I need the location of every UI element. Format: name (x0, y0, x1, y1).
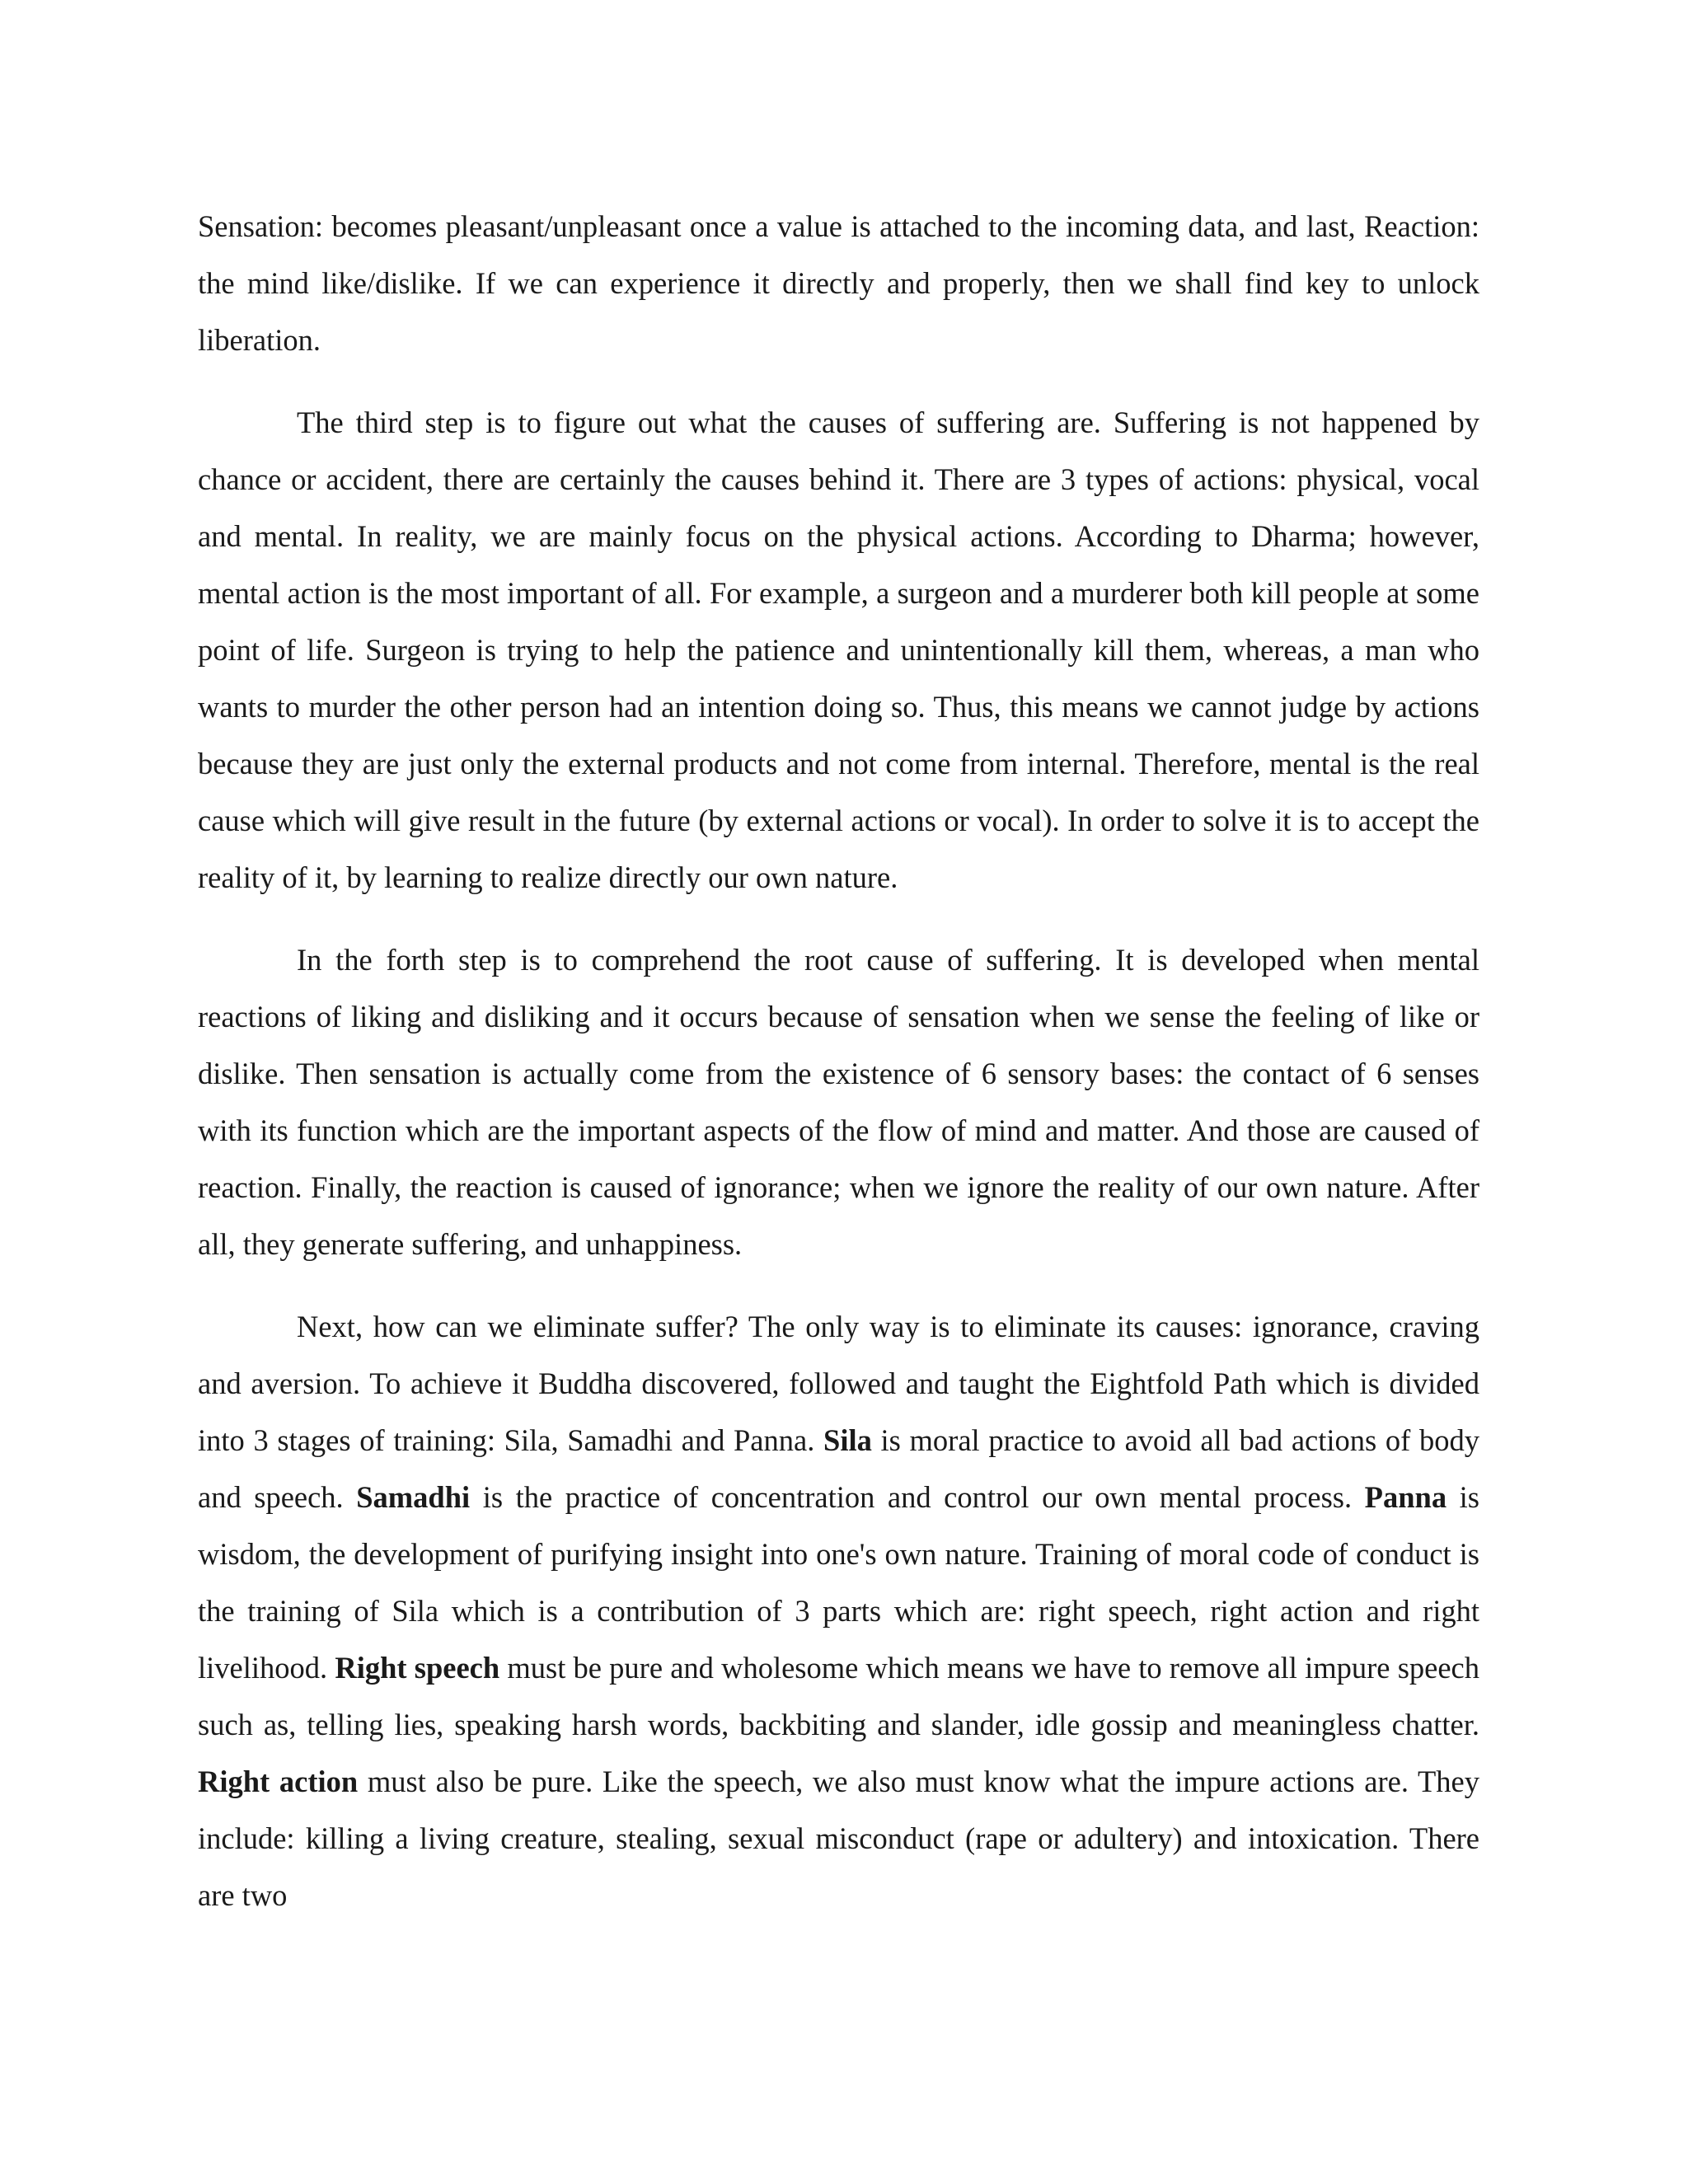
text-run: is moral practice to avoid all bad actions of body and speech. (198, 1423, 1479, 1514)
text-run: is the practice of concentration and control our own mental process. (470, 1480, 1365, 1514)
term-right-speech: Right speech (335, 1651, 500, 1685)
document-page (198, 198, 1479, 1949)
text-run: must also be pure. Like the speech, we also must know what the impure actions are. They include: killing a living creature, stealing, sexual misconduct (rape or adultery) and intoxication. There are two (198, 1765, 1480, 1912)
paragraph-sensation-reaction (198, 198, 1479, 368)
text-run: Sensation: becomes pleasant/unpleasant once a value is attached to the incoming data, and last, Reaction: the mind like/dislike. If we can experience it directly and properly, then we shall find key to unlock liberation. (198, 209, 1479, 357)
paragraph-eightfold-path (198, 1298, 1479, 1924)
paragraph-forth-step (198, 931, 1479, 1272)
term-right-action: Right action (198, 1765, 359, 1798)
term-panna: Panna (1364, 1480, 1447, 1514)
text-run: The third step is to figure out what the causes of suffering are. Suffering is not happened by chance or accident, there are certainly the causes behind it. There are 3 types of actions: physical, vocal and mental. In reality, we are mainly focus on the physical actions. According to Dharma; however, mental action is the most important of all. For example, a surgeon and a murderer both kill people at some point of life. Surgeon is trying to help the patience and unintentionally kill them, whereas, a man who wants to murder the other person had an intention doing so. Thus, this means we cannot judge by actions because they are just only the external products and not come from internal. Therefore, mental is the real cause which will give result in the future (by external actions or vocal). In order to solve it is to accept the reality of it, by learning to realize directly our own nature. (198, 405, 1479, 894)
text-run: is wisdom, the development of purifying insight into one's own nature. Training of moral code of conduct is the training of Sila which is a contribution of 3 parts which are: right speech, right action and right livelihood. (198, 1480, 1479, 1685)
text-run: must be pure and wholesome which means we have to remove all impure speech such as, telling lies, speaking harsh words, backbiting and slander, idle gossip and meaningless chatter. (198, 1651, 1480, 1741)
text-run: Next, how can we eliminate suffer? The only way is to eliminate its causes: ignorance, craving and aversion. To achieve it Buddha discovered, followed and taught the Eightfold Path which is divided into 3 stages of training: Sila, Samadhi and Panna. (198, 1310, 1479, 1457)
text-run: In the forth step is to comprehend the root cause of suffering. It is developed when mental reactions of liking and disliking and it occurs because of sensation when we sense the feeling of like or dislike. Then sensation is actually come from the existence of 6 sensory bases: the contact of 6 senses with its function which are the important aspects of the flow of mind and matter. And those are caused of reaction. Finally, the reaction is caused of ignorance; when we ignore the reality of our own nature. After all, they generate suffering, and unhappiness. (198, 943, 1479, 1261)
paragraph-third-step (198, 394, 1479, 906)
term-samadhi: Samadhi (356, 1480, 471, 1514)
term-sila: Sila (823, 1423, 872, 1457)
